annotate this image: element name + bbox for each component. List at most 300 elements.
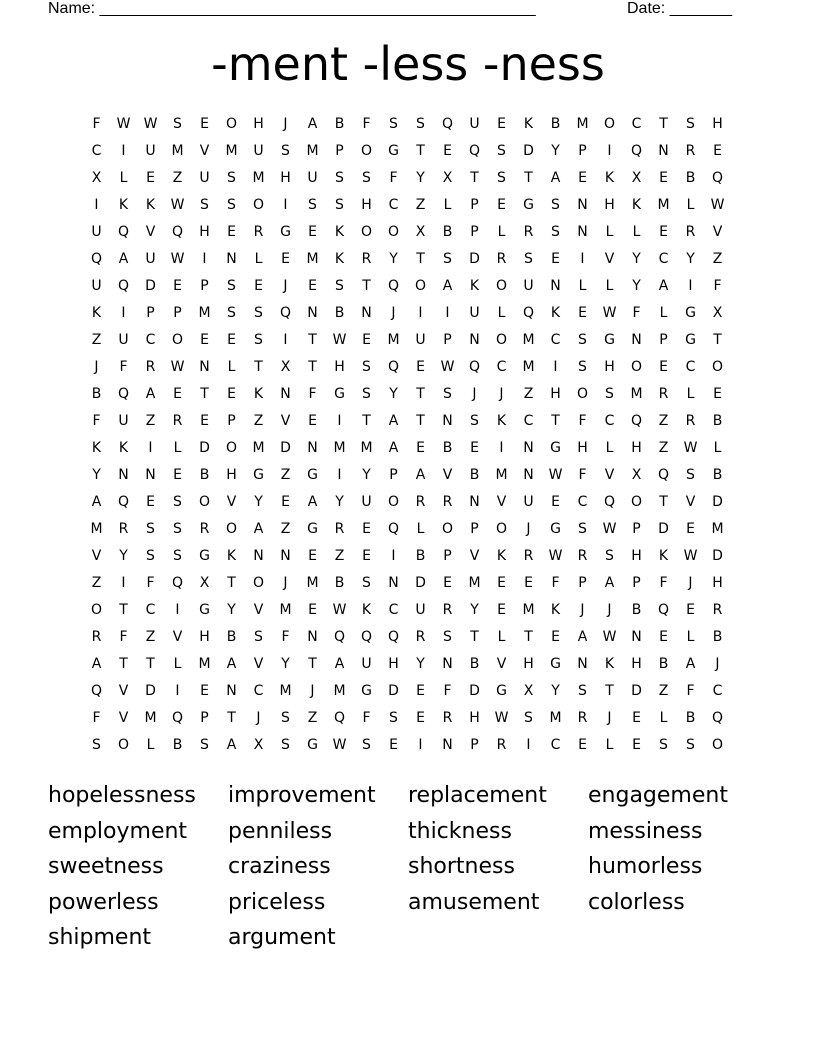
grid-letter: V (118, 683, 129, 699)
grid-letter: Y (632, 278, 641, 294)
grid-letter: N (442, 656, 453, 672)
grid-letter: B (550, 116, 561, 132)
grid-letter: E (497, 602, 506, 618)
grid-letter: C (550, 332, 561, 348)
grid-letter: N (577, 224, 588, 240)
grid-letter: B (712, 629, 723, 645)
grid-letter: O (252, 197, 265, 213)
grid-letter: E (362, 548, 371, 564)
grid-letter: S (605, 386, 614, 402)
grid-letter: N (307, 440, 318, 456)
grid-letter: E (551, 629, 560, 645)
grid-letter: T (659, 494, 668, 510)
grid-letter: D (469, 683, 480, 699)
grid-letter: D (145, 278, 156, 294)
grid-letter: E (200, 332, 209, 348)
grid-letter: A (91, 494, 102, 510)
grid-letter: L (119, 170, 128, 186)
grid-letter: W (332, 332, 347, 348)
grid-letter: E (308, 224, 317, 240)
grid-letter: S (605, 548, 614, 564)
grid-letter: Q (657, 467, 670, 483)
grid-letter: F (146, 575, 155, 591)
grid-letter: Q (630, 143, 643, 159)
grid-letter: G (253, 467, 264, 483)
grid-letter: K (469, 278, 480, 294)
grid-letter: Z (307, 710, 318, 726)
grid-letter: P (470, 197, 479, 213)
grid-letter: V (604, 251, 615, 267)
grid-letter: E (308, 548, 317, 564)
grid-letter: F (119, 629, 128, 645)
grid-letter: Y (281, 656, 290, 672)
grid-letter: W (332, 602, 347, 618)
grid-letter: Q (117, 386, 130, 402)
word-list-item: employment (48, 818, 188, 844)
grid-letter: B (442, 224, 453, 240)
grid-letter: E (443, 143, 452, 159)
grid-letter: R (685, 143, 696, 159)
grid-letter: H (199, 224, 210, 240)
grid-letter: F (632, 305, 641, 321)
grid-letter: I (121, 305, 126, 321)
grid-row (83, 141, 731, 168)
grid-letter: R (577, 710, 588, 726)
grid-letter: H (712, 575, 723, 591)
grid-letter: L (497, 305, 506, 321)
grid-letter: I (445, 305, 450, 321)
grid-letter: N (631, 332, 642, 348)
letter-grid (83, 114, 731, 762)
grid-letter: G (496, 683, 507, 699)
grid-letter: O (495, 278, 508, 294)
grid-letter: E (524, 575, 533, 591)
grid-letter: Q (468, 143, 481, 159)
grid-letter: S (470, 413, 479, 429)
grid-letter: S (686, 737, 695, 753)
grid-letter: P (578, 575, 587, 591)
grid-letter: Q (711, 170, 724, 186)
grid-letter: L (686, 629, 695, 645)
grid-row (83, 222, 731, 249)
grid-letter: B (712, 467, 723, 483)
grid-row (83, 357, 731, 384)
grid-letter: S (254, 305, 263, 321)
grid-letter: T (308, 656, 317, 672)
grid-letter: L (497, 629, 506, 645)
grid-letter: I (94, 197, 99, 213)
grid-row (83, 546, 731, 573)
grid-row (83, 303, 731, 330)
grid-letter: W (440, 359, 455, 375)
grid-letter: P (632, 521, 641, 537)
grid-letter: C (550, 737, 561, 753)
grid-row (83, 276, 731, 303)
grid-letter: T (416, 251, 425, 267)
grid-letter: U (145, 251, 156, 267)
grid-letter: S (686, 116, 695, 132)
grid-letter: D (631, 683, 642, 699)
grid-letter: I (175, 683, 180, 699)
grid-letter: G (307, 467, 318, 483)
grid-letter: T (146, 656, 155, 672)
grid-letter: S (416, 116, 425, 132)
grid-letter: P (389, 467, 398, 483)
grid-letter: U (253, 143, 264, 159)
grid-letter: E (308, 602, 317, 618)
grid-letter: O (495, 332, 508, 348)
grid-letter: K (118, 440, 129, 456)
grid-letter: S (254, 332, 263, 348)
grid-letter: Q (333, 629, 346, 645)
grid-letter: H (631, 440, 642, 456)
grid-letter: I (499, 440, 504, 456)
grid-letter: E (497, 197, 506, 213)
grid-letter: Z (145, 629, 156, 645)
grid-letter: M (144, 710, 157, 726)
grid-letter: W (170, 197, 185, 213)
grid-letter: R (415, 494, 426, 510)
grid-letter: K (334, 224, 345, 240)
grid-letter: S (227, 305, 236, 321)
grid-letter: I (148, 440, 153, 456)
grid-letter: E (470, 440, 479, 456)
grid-letter: E (281, 494, 290, 510)
grid-letter: E (578, 737, 587, 753)
grid-letter: P (443, 548, 452, 564)
grid-letter: B (226, 629, 237, 645)
grid-letter: J (607, 602, 612, 618)
grid-letter: S (362, 170, 371, 186)
grid-letter: O (387, 494, 400, 510)
grid-letter: N (199, 359, 210, 375)
grid-letter: Z (712, 251, 723, 267)
grid-letter: P (632, 575, 641, 591)
grid-letter: W (170, 251, 185, 267)
grid-letter: B (631, 602, 642, 618)
grid-letter: A (118, 251, 129, 267)
grid-letter: C (496, 359, 507, 375)
grid-letter: N (550, 278, 561, 294)
grid-letter: W (143, 116, 158, 132)
grid-letter: E (416, 710, 425, 726)
grid-letter: G (685, 305, 696, 321)
grid-letter: S (254, 629, 263, 645)
grid-letter: C (253, 683, 264, 699)
grid-letter: T (227, 710, 236, 726)
word-list-item: powerless (48, 889, 159, 915)
grid-letter: M (279, 683, 292, 699)
grid-letter: P (470, 224, 479, 240)
grid-letter: A (307, 494, 318, 510)
grid-letter: R (442, 602, 453, 618)
grid-letter: R (199, 521, 210, 537)
grid-letter: N (523, 440, 534, 456)
grid-letter: H (604, 359, 615, 375)
grid-letter: K (631, 197, 642, 213)
grid-letter: Q (387, 359, 400, 375)
grid-row (83, 465, 731, 492)
grid-letter: S (389, 710, 398, 726)
grid-letter: V (442, 467, 453, 483)
grid-letter: T (551, 413, 560, 429)
grid-letter: O (576, 386, 589, 402)
grid-letter: V (469, 548, 480, 564)
grid-letter: E (173, 278, 182, 294)
grid-letter: E (632, 737, 641, 753)
grid-letter: N (280, 386, 291, 402)
grid-letter: B (334, 305, 345, 321)
grid-letter: V (685, 494, 696, 510)
word-list-item: replacement (408, 783, 547, 808)
grid-row (83, 249, 731, 276)
grid-letter: N (226, 683, 237, 699)
grid-letter: I (337, 413, 342, 429)
grid-letter: T (470, 170, 479, 186)
grid-letter: K (550, 305, 561, 321)
grid-letter: O (225, 440, 238, 456)
grid-letter: M (387, 332, 400, 348)
grid-letter: K (523, 116, 534, 132)
grid-letter: J (580, 602, 585, 618)
grid-letter: S (551, 224, 560, 240)
grid-letter: O (414, 278, 427, 294)
grid-letter: E (227, 386, 236, 402)
grid-letter: I (391, 548, 396, 564)
grid-letter: A (442, 278, 453, 294)
grid-letter: F (362, 116, 371, 132)
grid-letter: E (389, 737, 398, 753)
grid-letter: S (578, 332, 587, 348)
grid-letter: N (442, 413, 453, 429)
grid-letter: U (91, 278, 102, 294)
grid-letter: O (90, 602, 103, 618)
grid-letter: Z (280, 467, 291, 483)
grid-letter: M (522, 602, 535, 618)
grid-letter: U (91, 224, 102, 240)
grid-letter: P (173, 305, 182, 321)
grid-letter: T (119, 656, 128, 672)
grid-letter: O (198, 494, 211, 510)
grid-letter: E (713, 386, 722, 402)
grid-letter: J (94, 359, 99, 375)
grid-letter: L (605, 737, 614, 753)
grid-letter: I (580, 251, 585, 267)
grid-letter: T (713, 332, 722, 348)
grid-letter: E (578, 305, 587, 321)
grid-letter: S (578, 683, 587, 699)
grid-row (83, 627, 731, 654)
grid-letter: E (173, 467, 182, 483)
grid-letter: E (659, 629, 668, 645)
grid-letter: M (576, 116, 589, 132)
grid-letter: E (362, 332, 371, 348)
grid-letter: X (523, 683, 534, 699)
grid-letter: E (713, 143, 722, 159)
grid-letter: P (200, 710, 209, 726)
grid-letter: A (91, 656, 102, 672)
grid-letter: P (470, 521, 479, 537)
grid-letter: S (200, 197, 209, 213)
word-list-item: engagement (588, 783, 728, 808)
grid-letter: D (388, 683, 399, 699)
grid-letter: R (253, 224, 264, 240)
grid-letter: S (200, 737, 209, 753)
grid-letter: G (550, 521, 561, 537)
grid-letter: T (308, 359, 317, 375)
grid-letter: H (523, 656, 534, 672)
word-list-item: priceless (228, 889, 326, 915)
grid-letter: T (200, 386, 209, 402)
grid-letter: Q (603, 494, 616, 510)
grid-letter: S (362, 737, 371, 753)
page-title: -ment -less -ness (211, 37, 605, 91)
grid-letter: E (308, 278, 317, 294)
grid-letter: S (389, 116, 398, 132)
grid-letter: A (334, 656, 345, 672)
grid-letter: R (712, 602, 723, 618)
grid-letter: H (604, 197, 615, 213)
grid-letter: S (551, 197, 560, 213)
grid-letter: Q (468, 359, 481, 375)
grid-letter: G (550, 656, 561, 672)
grid-letter: M (495, 467, 508, 483)
grid-letter: B (415, 548, 426, 564)
grid-letter: B (334, 575, 345, 591)
word-list-item: colorless (588, 889, 685, 915)
grid-letter: Y (416, 656, 425, 672)
grid-letter: S (686, 467, 695, 483)
grid-letter: Q (387, 629, 400, 645)
grid-letter: F (308, 386, 317, 402)
grid-letter: J (607, 710, 612, 726)
grid-letter: E (200, 413, 209, 429)
grid-letter: S (146, 521, 155, 537)
grid-letter: L (416, 521, 425, 537)
grid-letter: E (362, 521, 371, 537)
grid-letter: I (418, 737, 423, 753)
grid-letter: Y (254, 494, 263, 510)
grid-letter: T (362, 278, 371, 294)
grid-letter: Y (632, 251, 641, 267)
grid-letter: M (225, 143, 238, 159)
grid-letter: K (226, 548, 237, 564)
grid-letter: W (332, 737, 347, 753)
grid-letter: D (145, 683, 156, 699)
grid-letter: T (362, 413, 371, 429)
grid-row (83, 330, 731, 357)
grid-letter: P (200, 278, 209, 294)
grid-letter: F (578, 467, 587, 483)
grid-letter: Q (117, 224, 130, 240)
grid-letter: U (145, 143, 156, 159)
grid-letter: G (604, 332, 615, 348)
grid-letter: F (659, 575, 668, 591)
grid-row (83, 411, 731, 438)
grid-letter: R (442, 710, 453, 726)
grid-letter: V (145, 224, 156, 240)
grid-letter: E (146, 494, 155, 510)
grid-letter: E (578, 170, 587, 186)
grid-letter: F (119, 359, 128, 375)
grid-letter: T (416, 143, 425, 159)
grid-letter: H (631, 548, 642, 564)
grid-letter: E (497, 575, 506, 591)
grid-letter: O (495, 521, 508, 537)
grid-row (83, 654, 731, 681)
grid-letter: F (578, 413, 587, 429)
grid-letter: S (281, 710, 290, 726)
grid-letter: L (578, 278, 587, 294)
grid-letter: S (362, 575, 371, 591)
word-list-item: thickness (408, 818, 512, 844)
grid-letter: K (334, 251, 345, 267)
grid-letter: I (175, 602, 180, 618)
grid-letter: X (280, 359, 291, 375)
word-list-item: hopelessness (48, 783, 196, 808)
grid-letter: X (442, 170, 453, 186)
grid-letter: G (361, 683, 372, 699)
grid-letter: M (306, 143, 319, 159)
grid-letter: H (388, 656, 399, 672)
grid-letter: H (199, 629, 210, 645)
grid-letter: T (254, 359, 263, 375)
grid-letter: O (711, 737, 724, 753)
grid-letter: D (469, 251, 480, 267)
grid-letter: S (335, 278, 344, 294)
grid-letter: V (496, 494, 507, 510)
grid-letter: Q (90, 251, 103, 267)
word-list-item: improvement (228, 783, 376, 808)
grid-letter: Y (551, 683, 560, 699)
grid-letter: K (145, 197, 156, 213)
grid-letter: V (604, 467, 615, 483)
grid-letter: U (199, 170, 210, 186)
grid-letter: L (173, 440, 182, 456)
grid-letter: M (711, 521, 724, 537)
grid-letter: E (227, 332, 236, 348)
grid-letter: D (658, 521, 669, 537)
grid-letter: D (415, 575, 426, 591)
grid-letter: T (470, 629, 479, 645)
grid-letter: A (226, 737, 237, 753)
grid-letter: H (361, 197, 372, 213)
grid-letter: Q (441, 116, 454, 132)
grid-letter: K (658, 548, 669, 564)
grid-letter: V (280, 413, 291, 429)
grid-letter: A (604, 575, 615, 591)
grid-letter: R (523, 224, 534, 240)
grid-letter: E (551, 251, 560, 267)
grid-letter: C (145, 602, 156, 618)
grid-letter: K (361, 602, 372, 618)
grid-letter: V (496, 656, 507, 672)
grid-letter: K (496, 548, 507, 564)
grid-letter: S (173, 116, 182, 132)
grid-letter: L (497, 224, 506, 240)
grid-letter: I (553, 359, 558, 375)
grid-letter: A (307, 116, 318, 132)
grid-letter: O (441, 521, 454, 537)
grid-letter: G (550, 440, 561, 456)
grid-letter: J (526, 521, 531, 537)
grid-letter: Q (279, 305, 292, 321)
grid-letter: Q (387, 521, 400, 537)
grid-letter: G (685, 332, 696, 348)
grid-letter: Q (333, 710, 346, 726)
grid-letter: W (683, 548, 698, 564)
grid-letter: S (524, 710, 533, 726)
